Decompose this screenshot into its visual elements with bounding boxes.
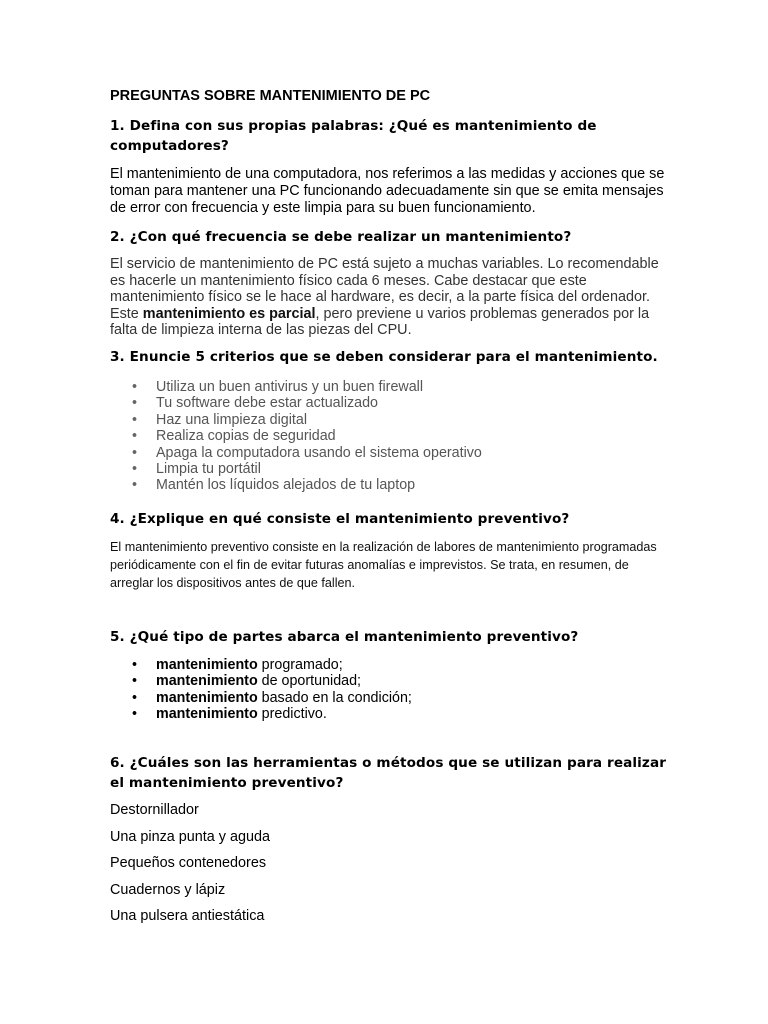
answer-2 <box>110 256 670 339</box>
list-item: Cuadernos y lápiz <box>110 881 226 898</box>
answer-2-part2: , pero previene u varios problemas generados por la falta de limpieza interna de las piezas del CPU. <box>110 305 650 339</box>
criteria-list <box>110 379 670 494</box>
list-item <box>110 657 670 673</box>
list-item-keyword: mantenimiento <box>156 706 258 723</box>
list-item-text: predictivo. <box>257 706 327 723</box>
list-item: Destornillador <box>110 802 199 818</box>
list-item <box>110 706 670 722</box>
list-item-keyword: mantenimiento <box>156 673 258 690</box>
question-1: 1. Defina con sus propias palabras: ¿Qué es mantenimiento de computadores? <box>110 118 597 154</box>
list-item: • Mantén los líquidos alejados de tu laptop <box>110 477 670 493</box>
list-item-keyword: mantenimiento <box>156 657 258 673</box>
list-item-text: basado en la condición; <box>257 689 412 706</box>
list-item: • Utiliza un buen antivirus y un buen firewall <box>110 379 670 395</box>
question-6: 6. ¿Cuáles son las herramientas o métodos que se utilizan para realizar el mantenimiento preventivo? <box>110 755 667 791</box>
list-item-text: programado; <box>257 657 343 673</box>
list-item-keyword: mantenimiento <box>156 689 258 706</box>
answer-4: El mantenimiento preventivo consiste en la realización de labores de mantenimiento programadas periódicamente con el fin de evitar futuras anomalías e imprevistos. Se trata, en resumen, de arreglar los dispositivos antes de que fallen. <box>110 540 657 590</box>
answer-2-part1: El servicio de mantenimiento de PC está sujeto a muchas variables. Lo recomendable es hacerle un mantenimiento físico cada 6 meses. Cabe destacar que este mantenimiento físico se le hace al hardware, es decir, a la parte física del ordenador. Este <box>110 256 659 322</box>
list-item <box>110 690 670 706</box>
maintenance-types-list <box>110 657 670 723</box>
list-item <box>110 673 670 689</box>
list-item-text: de oportunidad; <box>257 673 362 690</box>
question-5: 5. ¿Qué tipo de partes abarca el mantenimiento preventivo? <box>110 629 579 645</box>
answer-2-bold: mantenimiento es parcial <box>142 305 316 322</box>
question-2: 2. ¿Con qué frecuencia se debe realizar un mantenimiento? <box>110 229 572 245</box>
answer-1: El mantenimiento de una computadora, nos referimos a las medidas y acciones que se toman para mantener una PC funcionando adecuadamente sin que se emita mensajes de error con frecuencia y este limpia para su buen funcionamiento. <box>110 166 665 216</box>
list-item: • Limpia tu portátil <box>110 461 670 477</box>
question-3: 3. Enuncie 5 criterios que se deben considerar para el mantenimiento. <box>110 349 658 365</box>
list-item: • Realiza copias de seguridad <box>110 428 670 444</box>
question-4: 4. ¿Explique en qué consiste el mantenimiento preventivo? <box>110 511 570 527</box>
list-item: Pequeños contenedores <box>110 855 267 871</box>
list-item: Una pinza punta y aguda <box>110 828 271 845</box>
list-item: • Apaga la computadora usando el sistema operativo <box>110 445 670 461</box>
list-item: • Tu software debe estar actualizado <box>110 395 670 411</box>
list-item: • Haz una limpieza digital <box>110 412 670 428</box>
list-item: Una pulsera antiestática <box>110 908 265 924</box>
page-title: PREGUNTAS SOBRE MANTENIMIENTO DE PC <box>110 88 431 104</box>
tools-list <box>110 802 510 935</box>
